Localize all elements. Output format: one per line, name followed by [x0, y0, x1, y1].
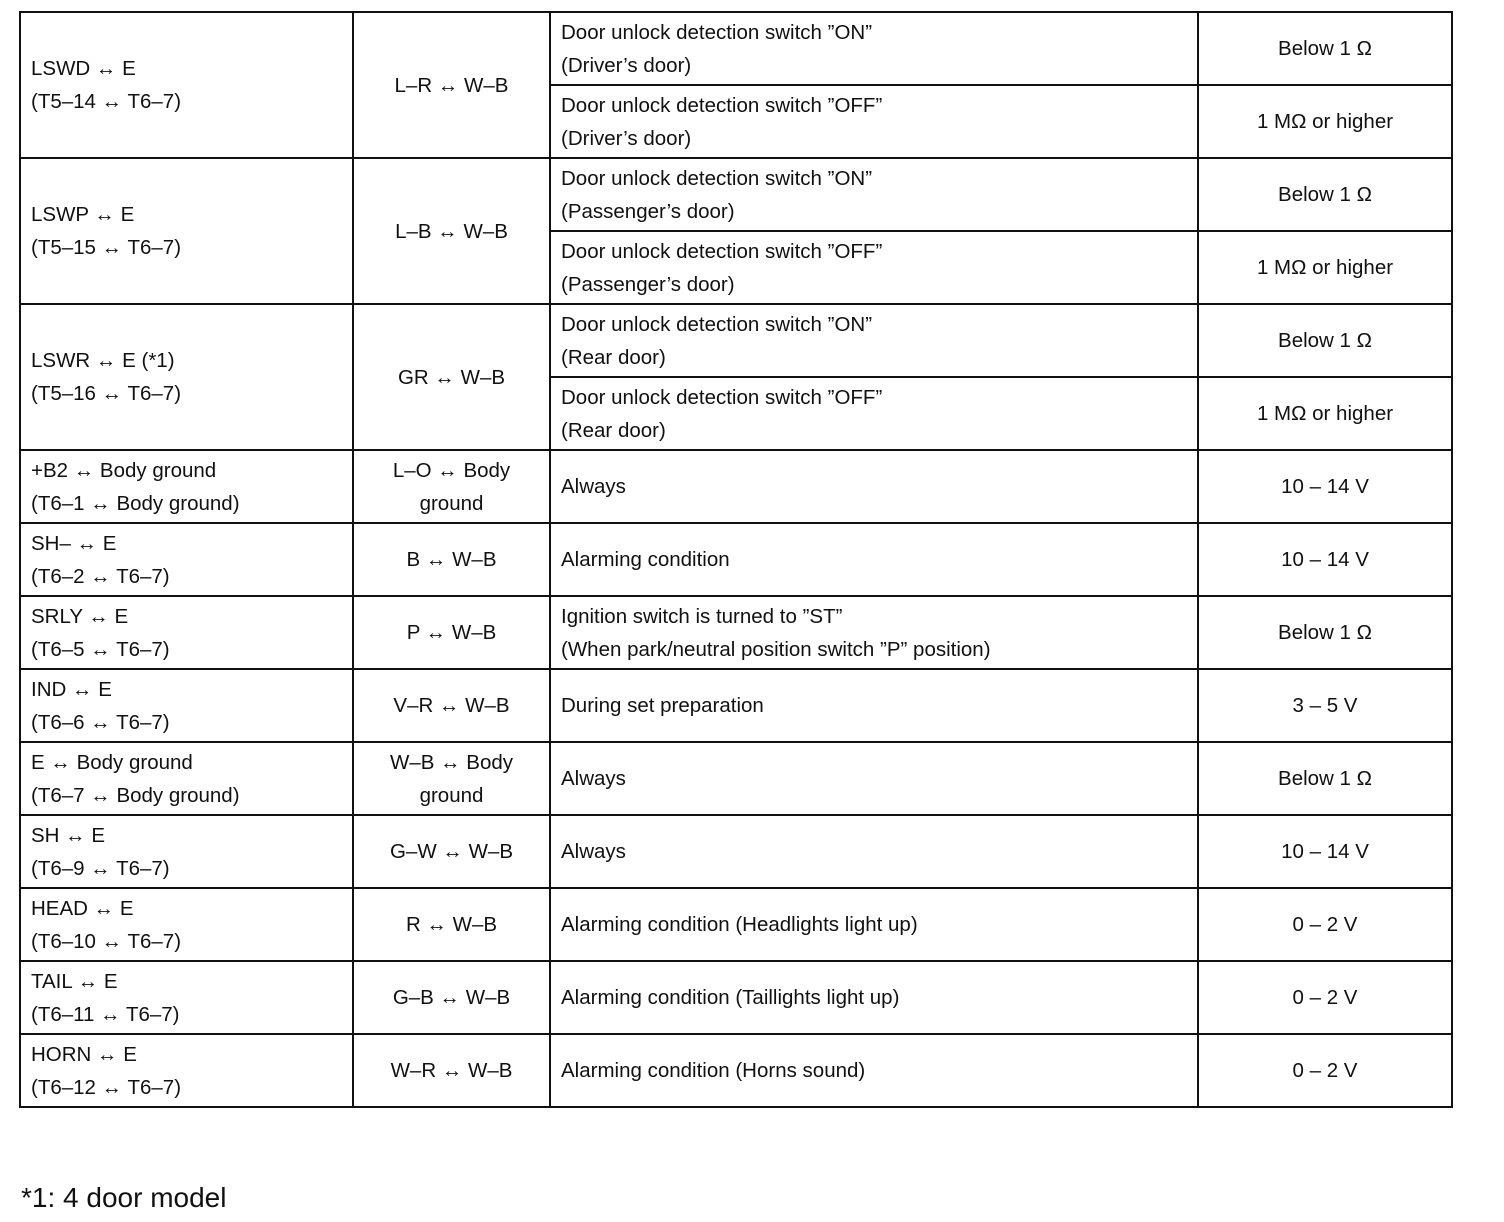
text-line: Always: [561, 475, 626, 498]
specified-condition-cell: 0 – 2 V: [1198, 888, 1452, 961]
specified-condition-cell: 1 MΩ or higher: [1198, 377, 1452, 450]
specified-condition-cell: 1 MΩ or higher: [1198, 231, 1452, 304]
terminal-cell: [20, 304, 353, 450]
table-row: [20, 523, 1452, 596]
condition-cell: [550, 669, 1198, 742]
text-line: Alarming condition (Taillights light up): [561, 986, 900, 1009]
wiring-color-cell: GR ↔ W–B: [353, 304, 550, 450]
table-row: [20, 304, 1452, 377]
table-row: [20, 12, 1452, 85]
condition-cell: [550, 231, 1198, 304]
terminal-cell: [20, 450, 353, 523]
table-body: [20, 12, 1452, 1107]
wiring-color-cell: G–B ↔ W–B: [353, 961, 550, 1034]
table-row: [20, 815, 1452, 888]
terminal-cell: [20, 12, 353, 158]
wiring-color-cell: W–R ↔ W–B: [353, 1034, 550, 1107]
text-line: Door unlock detection switch ”ON”: [561, 312, 873, 336]
condition-cell: [550, 12, 1198, 85]
table-row: [20, 742, 1452, 815]
text-line: (T6–9 ↔ T6–7): [31, 856, 170, 880]
terminal-check-table: [19, 11, 1453, 1108]
specified-condition-cell: Below 1 Ω: [1198, 596, 1452, 669]
wiring-color-cell: L–O ↔ Body ground: [353, 450, 550, 523]
table-row: [20, 888, 1452, 961]
table-row: [20, 1034, 1452, 1107]
text-line: (Rear door): [561, 345, 666, 369]
table-row: [20, 961, 1452, 1034]
condition-cell: [550, 523, 1198, 596]
wiring-color-cell: G–W ↔ W–B: [353, 815, 550, 888]
wiring-color-cell: L–R ↔ W–B: [353, 12, 550, 158]
text-line: (Driver’s door): [561, 53, 692, 77]
wiring-color-cell: V–R ↔ W–B: [353, 669, 550, 742]
text-line: HEAD ↔ E: [31, 896, 134, 920]
condition-cell: [550, 85, 1198, 158]
condition-cell: [550, 961, 1198, 1034]
specified-condition-cell: Below 1 Ω: [1198, 158, 1452, 231]
text-line: (T5–14 ↔ T6–7): [31, 90, 182, 113]
terminal-cell: [20, 1034, 353, 1107]
specified-condition-cell: 0 – 2 V: [1198, 961, 1452, 1034]
text-line: (Rear door): [561, 418, 666, 442]
wiring-color-cell: B ↔ W–B: [353, 523, 550, 596]
terminal-cell: [20, 961, 353, 1034]
text-line: Door unlock detection switch ”ON”: [561, 166, 873, 190]
text-line: (T6–11 ↔ T6–7): [31, 1002, 180, 1026]
text-line: (T6–12 ↔ T6–7): [31, 1075, 182, 1099]
specified-condition-cell: 10 – 14 V: [1198, 815, 1452, 888]
text-line: Door unlock detection switch ”ON”: [561, 20, 873, 44]
text-line: SH ↔ E: [31, 823, 106, 847]
text-line: (T6–5 ↔ T6–7): [31, 637, 170, 661]
text-line: Door unlock detection switch ”OFF”: [561, 239, 883, 263]
text-line: Alarming condition: [561, 548, 730, 571]
text-line: SRLY ↔ E: [31, 604, 129, 628]
specified-condition-cell: 10 – 14 V: [1198, 523, 1452, 596]
condition-cell: [550, 815, 1198, 888]
terminal-cell: [20, 158, 353, 304]
condition-cell: [550, 450, 1198, 523]
table-row: [20, 450, 1452, 523]
terminal-cell: [20, 669, 353, 742]
wiring-color-cell: W–B ↔ Body ground: [353, 742, 550, 815]
text-line: Always: [561, 840, 626, 863]
condition-cell: [550, 596, 1198, 669]
text-line: (T6–10 ↔ T6–7): [31, 929, 182, 953]
text-line: Alarming condition (Horns sound): [561, 1059, 866, 1082]
text-line: Door unlock detection switch ”OFF”: [561, 93, 883, 117]
specified-condition-cell: Below 1 Ω: [1198, 12, 1452, 85]
terminal-cell: [20, 742, 353, 815]
text-line: (Passenger’s door): [561, 272, 735, 296]
terminal-cell: [20, 888, 353, 961]
text-line: (T5–16 ↔ T6–7): [31, 382, 182, 405]
specified-condition-cell: 10 – 14 V: [1198, 450, 1452, 523]
text-line: Always: [561, 767, 626, 790]
text-line: (T6–7 ↔ Body ground): [31, 783, 240, 807]
condition-cell: [550, 742, 1198, 815]
specified-condition-cell: 0 – 2 V: [1198, 1034, 1452, 1107]
text-line: Ignition switch is turned to ”ST”: [561, 604, 843, 628]
text-line: (T6–6 ↔ T6–7): [31, 710, 170, 734]
table-row: [20, 158, 1452, 231]
specified-condition-cell: Below 1 Ω: [1198, 304, 1452, 377]
footnote: *1: 4 door model: [21, 1182, 227, 1213]
terminal-cell: [20, 523, 353, 596]
text-line: SH– ↔ E: [31, 531, 117, 555]
text-line: (Driver’s door): [561, 126, 692, 150]
wiring-color-cell: R ↔ W–B: [353, 888, 550, 961]
text-line: Door unlock detection switch ”OFF”: [561, 385, 883, 409]
table-row: [20, 669, 1452, 742]
text-line: (T6–1 ↔ Body ground): [31, 491, 240, 515]
text-line: LSWR ↔ E (*1): [31, 349, 175, 372]
text-line: (Passenger’s door): [561, 199, 735, 223]
condition-cell: [550, 377, 1198, 450]
specified-condition-cell: 3 – 5 V: [1198, 669, 1452, 742]
text-line: (When park/neutral position switch ”P” position): [561, 637, 991, 661]
wiring-color-cell: P ↔ W–B: [353, 596, 550, 669]
text-line: TAIL ↔ E: [31, 969, 118, 993]
condition-cell: [550, 1034, 1198, 1107]
terminal-cell: [20, 815, 353, 888]
text-line: LSWD ↔ E: [31, 57, 136, 80]
condition-cell: [550, 304, 1198, 377]
wiring-color-cell: L–B ↔ W–B: [353, 158, 550, 304]
text-line: IND ↔ E: [31, 677, 112, 701]
text-line: Alarming condition (Headlights light up): [561, 913, 918, 936]
text-line: During set preparation: [561, 694, 764, 717]
text-line: (T5–15 ↔ T6–7): [31, 236, 182, 259]
specified-condition-cell: Below 1 Ω: [1198, 742, 1452, 815]
text-line: +B2 ↔ Body ground: [31, 458, 217, 482]
condition-cell: [550, 888, 1198, 961]
text-line: E ↔ Body ground: [31, 750, 193, 774]
text-line: (T6–2 ↔ T6–7): [31, 564, 170, 588]
specified-condition-cell: 1 MΩ or higher: [1198, 85, 1452, 158]
condition-cell: [550, 158, 1198, 231]
table-row: [20, 596, 1452, 669]
terminal-cell: [20, 596, 353, 669]
text-line: LSWP ↔ E: [31, 203, 135, 226]
text-line: HORN ↔ E: [31, 1042, 137, 1066]
